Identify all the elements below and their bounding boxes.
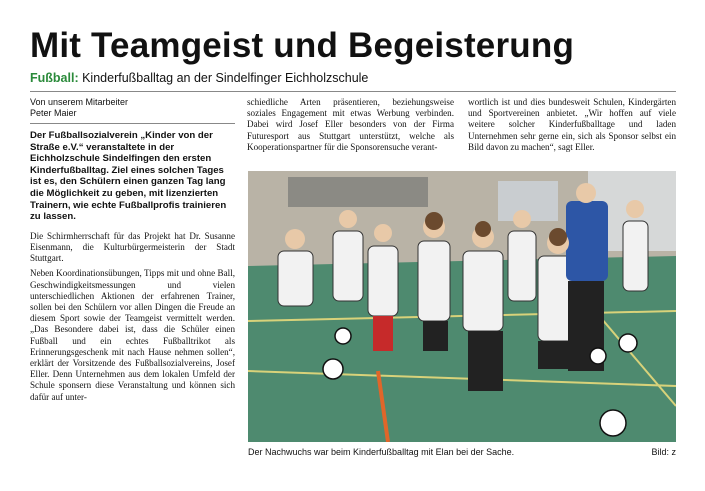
paragraph: schiedliche Arten präsentieren, beziehungsweise soziales Engagement mit etwas Werbung verbinden. Dabei wird Josef Eller besonders von der Firma Futuresport aus Stuttgart unterstützt, welche als Kooperationspartner für die Sponsorensuche verant-	[247, 97, 454, 152]
byline-rule	[30, 123, 235, 124]
byline-author: Peter Maier	[30, 108, 77, 118]
kicker: Fußball:	[30, 71, 79, 85]
paragraph: Die Schirmherrschaft für das Projekt hat Dr. Susanne Eisenmann, die Kulturbürgermeisterin der Stadt Stuttgart.	[30, 230, 235, 264]
photo-credit: Bild: z	[651, 447, 676, 457]
article-photo	[248, 171, 676, 442]
column-1	[30, 130, 235, 407]
paragraph: wortlich ist und dies bundesweit Schulen, Kindergärten und Sportvereinen anbietet. „Wir hoffen auf viele weitere solcher Kinderfußballtage und laden Unternehmen sehr gerne ein, sich als Sponsor selbst ein Bild davon zu machen“, sagt Eller.	[468, 97, 676, 152]
headline: Mit Teamgeist und Begeisterung	[30, 26, 575, 65]
subheadline-text: Kinderfußballtag an der Sindelfinger Eichholzschule	[82, 71, 369, 85]
top-rule	[30, 91, 676, 92]
caption-text: Der Nachwuchs war beim Kinderfußballtag mit Elan bei der Sache.	[248, 447, 515, 457]
photo-caption	[248, 447, 676, 457]
lead-paragraph: Der Fußballsozialverein „Kinder von der Straße e.V.“ veranstaltete in der Eichholzschule Sindelfingen den ersten Kinderfußballtag. Ziel eines solchen Tages ist es, den Schülern einen ganzen Tag lang die Möglichkeit zu geben, mit lizenzierten Trainern, wie echte Fußballprofis trainieren zu lassen.	[30, 130, 227, 223]
column-3	[468, 97, 676, 157]
byline	[30, 97, 128, 119]
column-2	[247, 97, 454, 157]
byline-line-1: Von unserem Mitarbeiter	[30, 97, 129, 107]
photo-illustration	[248, 171, 676, 442]
subheadline	[30, 71, 368, 85]
paragraph: Neben Koordinationsübungen, Tipps mit und ohne Ball, Geschwindigkeitsmessungen und vielen unterschiedlichen Aktionen der erfahrenen Trainer, sollen bei den Schülern vor allen Dingen die Freude an diesem Sport sowie der Teamgeist vermittelt werden. „Das Besondere dabei ist, dass die Schüler einen Fußball und ein echtes Fußballtrikot als Erinnerungsgeschenk mit nach Hause nehmen sollen“, erklärt der Vorsitzende des Fußballsozialvereins, Josef Eller. Denn Unternehmen aus dem lokalen Umfeld der Schule sponsern diese Veranstaltung und können sich dafür auf unter-	[30, 268, 235, 402]
